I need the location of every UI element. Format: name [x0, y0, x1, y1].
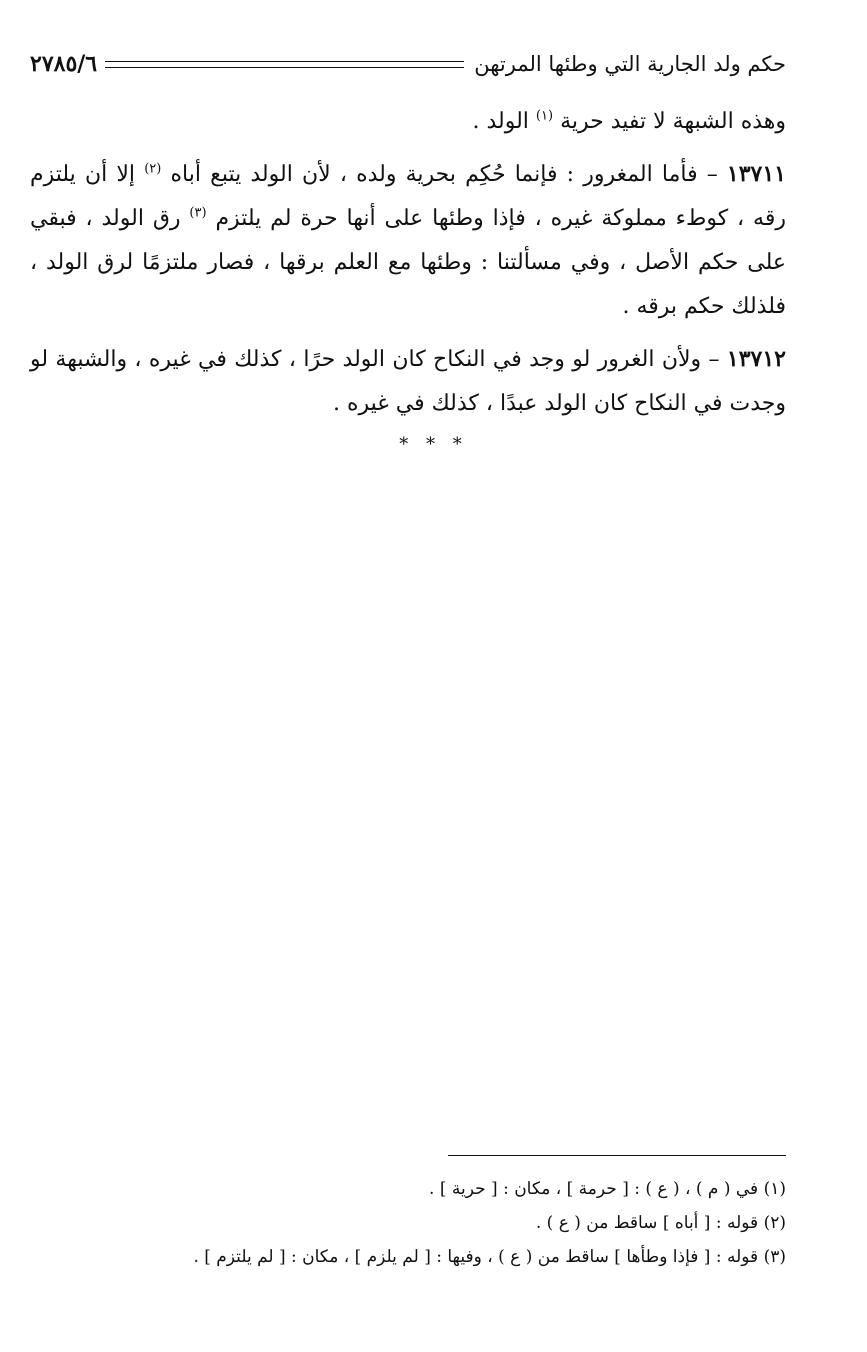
footnote-2: (٢) قوله : [ أباه ] ساقط من ( ع ) .	[535, 1213, 786, 1233]
footnote-ref-3: (٣)	[189, 205, 207, 221]
paragraph-text: رق الولد ، فبقي على حكم الأصل ، وفي مسألتنا : وطئها مع العلم برقها ، فصار ملتزمًا لرق الولد ، فلذلك حكم برقه .	[30, 206, 786, 319]
footnote-3: (٣) قوله : [ فإذا وطأها ] ساقط من ( ع ) ، وفيها : [ لم يلزم ] ، مكان : [ لم يلتزم ] .	[193, 1247, 786, 1267]
section-divider: * * *	[399, 434, 468, 455]
footnotes	[30, 1172, 786, 1274]
page-number: ٢٧٨٥/٦	[30, 51, 98, 77]
chapter-title: حكم ولد الجارية التي وطئها المرتهن	[474, 52, 786, 76]
footnote-ref-1: (١)	[535, 108, 554, 124]
footnote-1: (١) في ( م ) ، ( ع ) : [ حرمة ] ، مكان : [ حرية ] .	[429, 1179, 786, 1199]
main-text	[30, 100, 786, 434]
paragraph-number: ١٣٧١٢	[726, 346, 786, 372]
paragraph-text: وهذه الشبهة لا تفيد حرية	[560, 109, 786, 134]
footnote-ref-2: (٢)	[144, 161, 162, 177]
paragraph-continued	[30, 100, 786, 144]
running-header	[30, 44, 786, 84]
paragraph-number: ١٣٧١١	[726, 161, 786, 187]
paragraph-text: الولد .	[472, 109, 529, 134]
paragraph-13712	[30, 337, 786, 426]
paragraph-text: إلا أن يلتزم رقه ، كوطء مملوكة غيره ، فإذا وطئها على أنها حرة لم يلتزم	[30, 162, 786, 231]
paragraph-text: – ولأن الغرور لو وجد في النكاح كان الولد حرًا ، كذلك في غيره ، والشبهة لو وجدت في النكاح كان الولد عبدًا ، كذلك في غيره .	[30, 347, 786, 416]
paragraph-text: – فأما المغرور : فإنما حُكِم بحرية ولده ، لأن الولد يتبع أباه	[170, 162, 718, 187]
footnote-separator	[448, 1155, 786, 1156]
header-rule	[105, 61, 464, 68]
paragraph-13711	[30, 152, 786, 329]
